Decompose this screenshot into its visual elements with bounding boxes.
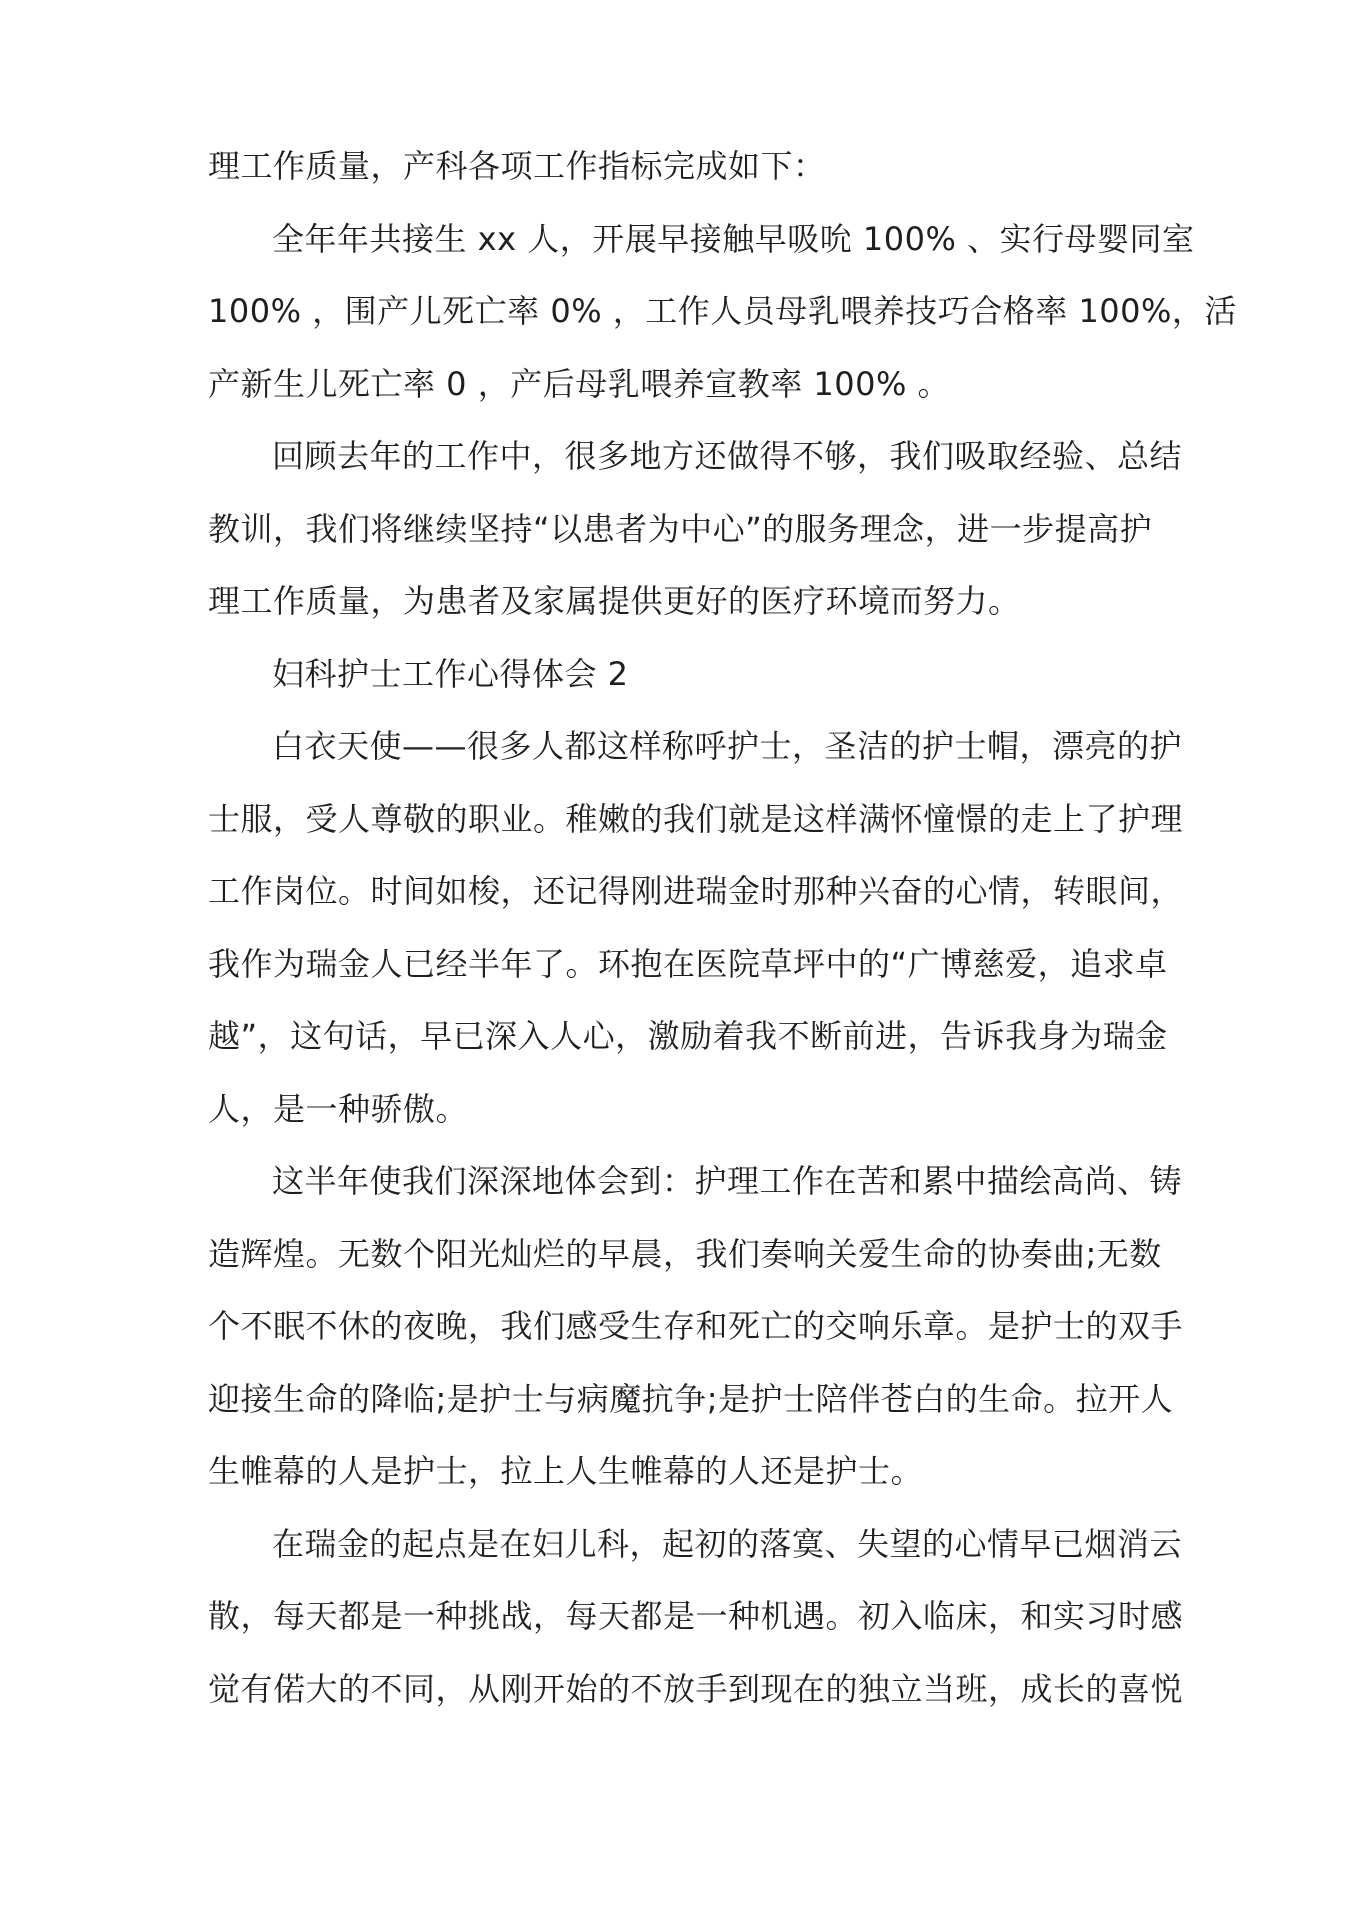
text-line: 造辉煌。无数个阳光灿烂的早晨，我们奏响关爱生命的协奏曲;无数 <box>208 1235 1162 1273</box>
text-line: 生帷幕的人是护士，拉上人生帷幕的人还是护士。 <box>208 1452 924 1490</box>
text-line: 越”，这句话，早已深入人心，激励着我不断前进，告诉我身为瑞金 <box>208 1017 1168 1055</box>
text-line: 这半年使我们深深地体会到：护理工作在苦和累中描绘高尚、铸 <box>272 1162 1183 1200</box>
text-line: 产新生儿死亡率 0 ，产后母乳喂养宣教率 100% 。 <box>208 365 951 403</box>
text-line: 在瑞金的起点是在妇儿科，起初的落寞、失望的心情早已烟消云 <box>272 1525 1183 1563</box>
section-heading: 妇科护士工作心得体会 2 <box>272 655 629 693</box>
text-line: 理工作质量，为患者及家属提供更好的医疗环境而努力。 <box>208 582 1021 620</box>
text-line: 觉有偌大的不同，从刚开始的不放手到现在的独立当班，成长的喜悦 <box>208 1670 1184 1708</box>
text-line: 回顾去年的工作中，很多地方还做得不够，我们吸取经验、总结 <box>272 437 1183 475</box>
text-line: 理工作质量，产科各项工作指标完成如下： <box>208 147 826 185</box>
text-line: 工作岗位。时间如梭，还记得刚进瑞金时那种兴奋的心情，转眼间， <box>208 872 1184 910</box>
text-line: 士服，受人尊敬的职业。稚嫩的我们就是这样满怀憧憬的走上了护理 <box>208 800 1184 838</box>
text-line: 人，是一种骄傲。 <box>208 1090 469 1128</box>
text-line: 散，每天都是一种挑战，每天都是一种机遇。初入临床，和实习时感 <box>208 1597 1184 1635</box>
text-line: 个不眠不休的夜晚，我们感受生存和死亡的交响乐章。是护士的双手 <box>208 1307 1184 1345</box>
text-line: 白衣天使——很多人都这样称呼护士，圣洁的护士帽，漂亮的护 <box>272 727 1183 765</box>
text-line: 教训，我们将继续坚持“以患者为中心”的服务理念，进一步提高护 <box>208 510 1153 548</box>
text-line: 迎接生命的降临;是护士与病魔抗争;是护士陪伴苍白的生命。拉开人 <box>208 1380 1174 1418</box>
text-line: 100% ，围产儿死亡率 0% ，工作人员母乳喂养技巧合格率 100%，活 <box>208 292 1237 330</box>
text-line: 我作为瑞金人已经半年了。环抱在医院草坪中的“广博慈爱，追求卓 <box>208 945 1168 983</box>
text-line: 全年年共接生 xx 人，开展早接触早吸吮 100% 、实行母婴同室 <box>272 220 1195 258</box>
